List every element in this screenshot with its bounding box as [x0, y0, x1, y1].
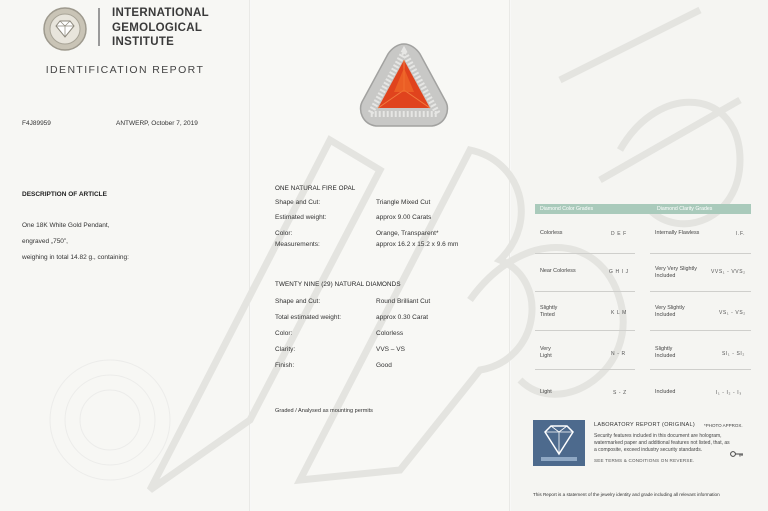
diamond-value: Round Brilliant Cut	[376, 298, 431, 305]
color-grade-code: N - R	[611, 351, 626, 357]
color-grade-label: Slightly Tinted	[540, 305, 558, 318]
diamond-label: Finish:	[275, 362, 295, 369]
lab-report-title: LABORATORY REPORT (ORIGINAL)	[594, 422, 696, 428]
clarity-grade-code: SI₁ - SI₂	[722, 351, 745, 357]
diamond-label: Total estimated weight:	[275, 314, 342, 321]
diamond-label: Shape and Cut:	[275, 298, 321, 305]
opal-value: Orange, Transparent*	[376, 230, 439, 237]
terms-note: SEE TERMS & CONDITIONS ON REVERSE.	[594, 458, 695, 463]
lab-report-seal-icon	[533, 420, 585, 466]
photo-approx-note: *PHOTO APPROX.	[704, 423, 743, 428]
grade-divider	[535, 369, 635, 370]
report-number: F4J89959	[22, 120, 51, 127]
grade-divider	[650, 330, 751, 331]
opal-label: Measurements:	[275, 241, 320, 248]
security-text-line: a composite, exceed industry security standards.	[594, 447, 703, 453]
gem-seal-icon	[42, 6, 88, 52]
clarity-grade-label: Slightly Included	[655, 346, 676, 359]
color-grade-label: Very Light	[540, 346, 552, 359]
color-grades-heading: Diamond Color Grades	[540, 206, 594, 212]
article-line: One 18K White Gold Pendant,	[22, 222, 110, 229]
opal-heading: ONE NATURAL FIRE OPAL	[275, 185, 356, 192]
grade-divider	[650, 253, 751, 254]
report-place-date: ANTWERP, October 7, 2019	[116, 120, 198, 127]
clarity-grade-label: Included	[655, 389, 676, 395]
fold-line	[249, 0, 251, 511]
diamond-value: VVS – VS	[376, 346, 405, 353]
opal-label: Shape and Cut:	[275, 199, 321, 206]
clarity-grade-label: Very Very Slightly Included	[655, 266, 697, 279]
grade-divider	[535, 253, 635, 254]
clarity-grade-code: VVS₁ - VVS₂	[711, 269, 746, 275]
fold-line	[509, 0, 511, 511]
color-grade-label: Light	[540, 389, 552, 395]
color-grade-code: G H I J	[609, 269, 629, 275]
clarity-grades-heading: Diamond Clarity Grades	[657, 206, 713, 212]
clarity-grade-code: I₁ - I₂ - I₃	[716, 390, 742, 396]
security-text-line: Security features included in this document are hologram,	[594, 433, 722, 439]
opal-value: approx 9.00 Carats	[376, 214, 432, 221]
graded-note: Graded / Analysed as mounting permits	[275, 408, 373, 414]
color-grade-code: D E F	[611, 231, 627, 237]
pendant-photo	[356, 40, 452, 130]
diamond-value: approx 0.30 Carat	[376, 314, 429, 321]
grade-divider	[535, 330, 635, 331]
logo-divider	[98, 8, 100, 46]
clarity-grade-code: I.F.	[736, 231, 746, 237]
article-heading: DESCRIPTION OF ARTICLE	[22, 191, 107, 198]
institute-logo-text: INTERNATIONAL GEMOLOGICAL INSTITUTE	[112, 7, 209, 48]
color-grade-label: Colorless	[540, 230, 563, 236]
opal-label: Estimated weight:	[275, 214, 327, 221]
color-grade-label: Near Colorless	[540, 268, 576, 274]
color-grade-code: K L M	[611, 310, 627, 316]
diamond-label: Color:	[275, 330, 293, 337]
color-grade-code: S - Z	[613, 390, 627, 396]
opal-label: Color:	[275, 230, 293, 237]
article-line: weighing in total 14.82 g., containing:	[22, 254, 129, 261]
key-icon	[730, 450, 744, 458]
diamonds-heading: TWENTY NINE (29) NATURAL DIAMONDS	[275, 281, 401, 288]
clarity-grade-label: Very Slightly Included	[655, 305, 685, 318]
diamond-value: Good	[376, 362, 392, 369]
clarity-grade-label: Internally Flawless	[655, 230, 700, 236]
diamond-label: Clarity:	[275, 346, 296, 353]
clarity-grade-code: VS₁ - VS₂	[719, 310, 746, 316]
security-text-line: watermarked paper and additional features not listed, that, as	[594, 440, 730, 446]
grade-divider	[650, 369, 751, 370]
grade-divider	[650, 291, 751, 292]
opal-value: approx 16.2 x 15.2 x 9.6 mm	[376, 241, 459, 248]
report-title: IDENTIFICATION REPORT	[45, 64, 205, 76]
grade-divider	[535, 291, 635, 292]
diamond-value: Colorless	[376, 330, 404, 337]
article-line: engraved „750”,	[22, 238, 68, 245]
opal-value: Triangle Mixed Cut	[376, 199, 431, 206]
report-statement: This Report is a statement of the jewelry identity and grade including all relevant information	[533, 492, 720, 497]
